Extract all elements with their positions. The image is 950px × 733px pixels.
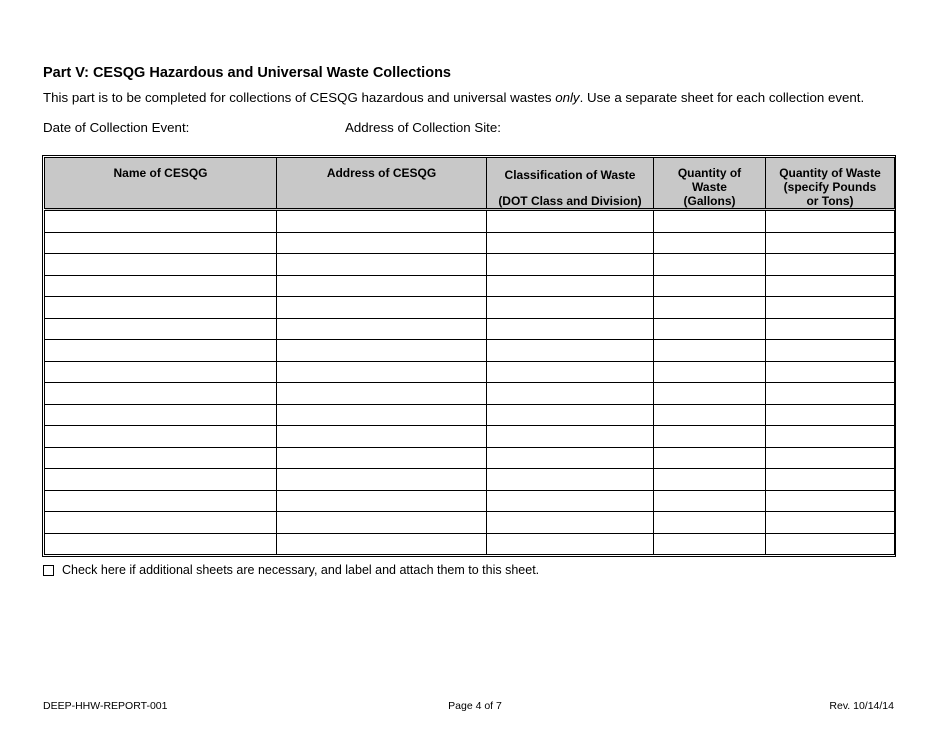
- revision-date: Rev. 10/14/14: [829, 700, 894, 712]
- date-of-collection-label: Date of Collection Event:: [43, 120, 190, 135]
- classification-cell[interactable]: [487, 254, 654, 276]
- header-quantity-gallons-line3: (Gallons): [683, 194, 736, 208]
- table-row: [45, 210, 895, 233]
- classification-cell[interactable]: [487, 447, 654, 469]
- quantity-weight-cell[interactable]: [766, 210, 895, 233]
- quantity-weight-cell[interactable]: [766, 340, 895, 362]
- quantity-weight-cell[interactable]: [766, 383, 895, 405]
- address-cell[interactable]: [277, 426, 487, 448]
- collections-table-frame: [42, 155, 896, 557]
- classification-cell[interactable]: [487, 232, 654, 254]
- classification-cell[interactable]: [487, 404, 654, 426]
- table-row: [45, 469, 895, 491]
- table-row: [45, 533, 895, 555]
- name-cell[interactable]: [45, 469, 277, 491]
- quantity-gallons-cell[interactable]: [654, 533, 766, 555]
- quantity-gallons-cell[interactable]: [654, 404, 766, 426]
- header-quantity-gallons-text: [656, 158, 763, 208]
- table-row: [45, 318, 895, 340]
- table-row: [45, 512, 895, 534]
- quantity-gallons-cell[interactable]: [654, 340, 766, 362]
- classification-cell[interactable]: [487, 469, 654, 491]
- instructions-emphasis: only: [555, 90, 580, 105]
- quantity-gallons-cell[interactable]: [654, 361, 766, 383]
- name-cell[interactable]: [45, 512, 277, 534]
- quantity-weight-cell[interactable]: [766, 447, 895, 469]
- address-cell[interactable]: [277, 490, 487, 512]
- quantity-weight-cell[interactable]: [766, 361, 895, 383]
- address-cell[interactable]: [277, 275, 487, 297]
- address-cell[interactable]: [277, 318, 487, 340]
- quantity-gallons-cell[interactable]: [654, 254, 766, 276]
- classification-cell[interactable]: [487, 318, 654, 340]
- quantity-gallons-cell[interactable]: [654, 297, 766, 319]
- collections-table-body: [45, 210, 895, 555]
- address-cell[interactable]: [277, 469, 487, 491]
- name-cell[interactable]: [45, 361, 277, 383]
- collections-table: [44, 157, 895, 555]
- quantity-weight-cell[interactable]: [766, 533, 895, 555]
- address-cell[interactable]: [277, 340, 487, 362]
- quantity-gallons-cell[interactable]: [654, 426, 766, 448]
- name-cell[interactable]: [45, 447, 277, 469]
- name-cell[interactable]: [45, 318, 277, 340]
- name-cell[interactable]: [45, 533, 277, 555]
- header-classification-line1: Classification of Waste: [504, 168, 636, 182]
- table-row: [45, 383, 895, 405]
- quantity-gallons-cell[interactable]: [654, 447, 766, 469]
- header-address-text: Address of CESQG: [326, 166, 437, 180]
- name-cell[interactable]: [45, 383, 277, 405]
- section-title: Part V: CESQG Hazardous and Universal Waste Collections: [43, 65, 451, 81]
- classification-cell[interactable]: [487, 490, 654, 512]
- classification-cell[interactable]: [487, 210, 654, 233]
- section-instructions: [43, 90, 864, 105]
- additional-sheets-row: [43, 563, 539, 577]
- address-cell[interactable]: [277, 512, 487, 534]
- header-quantity-weight-line1: Quantity of Waste: [779, 166, 881, 180]
- name-cell[interactable]: [45, 490, 277, 512]
- classification-cell[interactable]: [487, 533, 654, 555]
- header-name-text: Name of CESQG: [113, 166, 208, 180]
- name-cell[interactable]: [45, 297, 277, 319]
- classification-cell[interactable]: [487, 297, 654, 319]
- address-cell[interactable]: [277, 361, 487, 383]
- table-header-row: [45, 158, 895, 210]
- quantity-weight-cell[interactable]: [766, 275, 895, 297]
- classification-cell[interactable]: [487, 383, 654, 405]
- quantity-weight-cell[interactable]: [766, 512, 895, 534]
- address-cell[interactable]: [277, 404, 487, 426]
- page-number: Page 4 of 7: [448, 700, 502, 712]
- table-row: [45, 490, 895, 512]
- classification-cell[interactable]: [487, 426, 654, 448]
- header-classification: [487, 158, 654, 210]
- classification-cell[interactable]: [487, 275, 654, 297]
- address-cell[interactable]: [277, 383, 487, 405]
- name-cell[interactable]: [45, 254, 277, 276]
- quantity-gallons-cell[interactable]: [654, 275, 766, 297]
- header-name-of-cesqg: [45, 158, 277, 210]
- quantity-gallons-cell[interactable]: [654, 210, 766, 233]
- additional-sheets-checkbox[interactable]: [43, 565, 54, 576]
- address-cell[interactable]: [277, 533, 487, 555]
- address-cell[interactable]: [277, 254, 487, 276]
- quantity-weight-cell[interactable]: [766, 426, 895, 448]
- header-quantity-gallons: [654, 158, 766, 210]
- header-quantity-gallons-line1: Quantity of: [677, 166, 742, 180]
- name-cell[interactable]: [45, 426, 277, 448]
- collection-site-address-label: Address of Collection Site:: [345, 120, 501, 135]
- address-cell[interactable]: [277, 232, 487, 254]
- quantity-weight-cell[interactable]: [766, 254, 895, 276]
- quantity-weight-cell[interactable]: [766, 490, 895, 512]
- name-cell[interactable]: [45, 210, 277, 233]
- table-row: [45, 254, 895, 276]
- classification-cell[interactable]: [487, 361, 654, 383]
- header-quantity-weight: [766, 158, 895, 210]
- name-cell[interactable]: [45, 232, 277, 254]
- classification-cell[interactable]: [487, 512, 654, 534]
- quantity-weight-cell[interactable]: [766, 297, 895, 319]
- quantity-weight-cell[interactable]: [766, 318, 895, 340]
- quantity-weight-cell[interactable]: [766, 232, 895, 254]
- header-quantity-gallons-line2: Waste: [692, 180, 727, 194]
- name-cell[interactable]: [45, 275, 277, 297]
- name-cell[interactable]: [45, 340, 277, 362]
- quantity-gallons-cell[interactable]: [654, 232, 766, 254]
- address-cell[interactable]: [277, 210, 487, 233]
- table-row: [45, 404, 895, 426]
- header-quantity-weight-text: [768, 158, 892, 208]
- quantity-gallons-cell[interactable]: [654, 490, 766, 512]
- address-cell[interactable]: [277, 297, 487, 319]
- header-address-of-cesqg: [277, 158, 487, 210]
- table-row: [45, 447, 895, 469]
- header-quantity-weight-line2: (specify Pounds: [783, 180, 877, 194]
- table-row: [45, 275, 895, 297]
- quantity-gallons-cell[interactable]: [654, 318, 766, 340]
- quantity-gallons-cell[interactable]: [654, 512, 766, 534]
- table-row: [45, 426, 895, 448]
- quantity-weight-cell[interactable]: [766, 404, 895, 426]
- table-row: [45, 232, 895, 254]
- quantity-weight-cell[interactable]: [766, 469, 895, 491]
- table-row: [45, 361, 895, 383]
- address-cell[interactable]: [277, 447, 487, 469]
- instructions-text-start: This part is to be completed for collections of CESQG hazardous and universal wastes: [43, 90, 556, 105]
- quantity-gallons-cell[interactable]: [654, 383, 766, 405]
- classification-cell[interactable]: [487, 340, 654, 362]
- instructions-text-end: . Use a separate sheet for each collection event.: [579, 90, 865, 105]
- header-quantity-weight-line3: or Tons): [806, 194, 854, 208]
- table-row: [45, 297, 895, 319]
- additional-sheets-label: Check here if additional sheets are necessary, and label and attach them to this sheet.: [62, 563, 540, 577]
- header-classification-line2: (DOT Class and Division): [498, 194, 642, 208]
- form-id: DEEP-HHW-REPORT-001: [43, 700, 168, 712]
- quantity-gallons-cell[interactable]: [654, 469, 766, 491]
- table-row: [45, 340, 895, 362]
- name-cell[interactable]: [45, 404, 277, 426]
